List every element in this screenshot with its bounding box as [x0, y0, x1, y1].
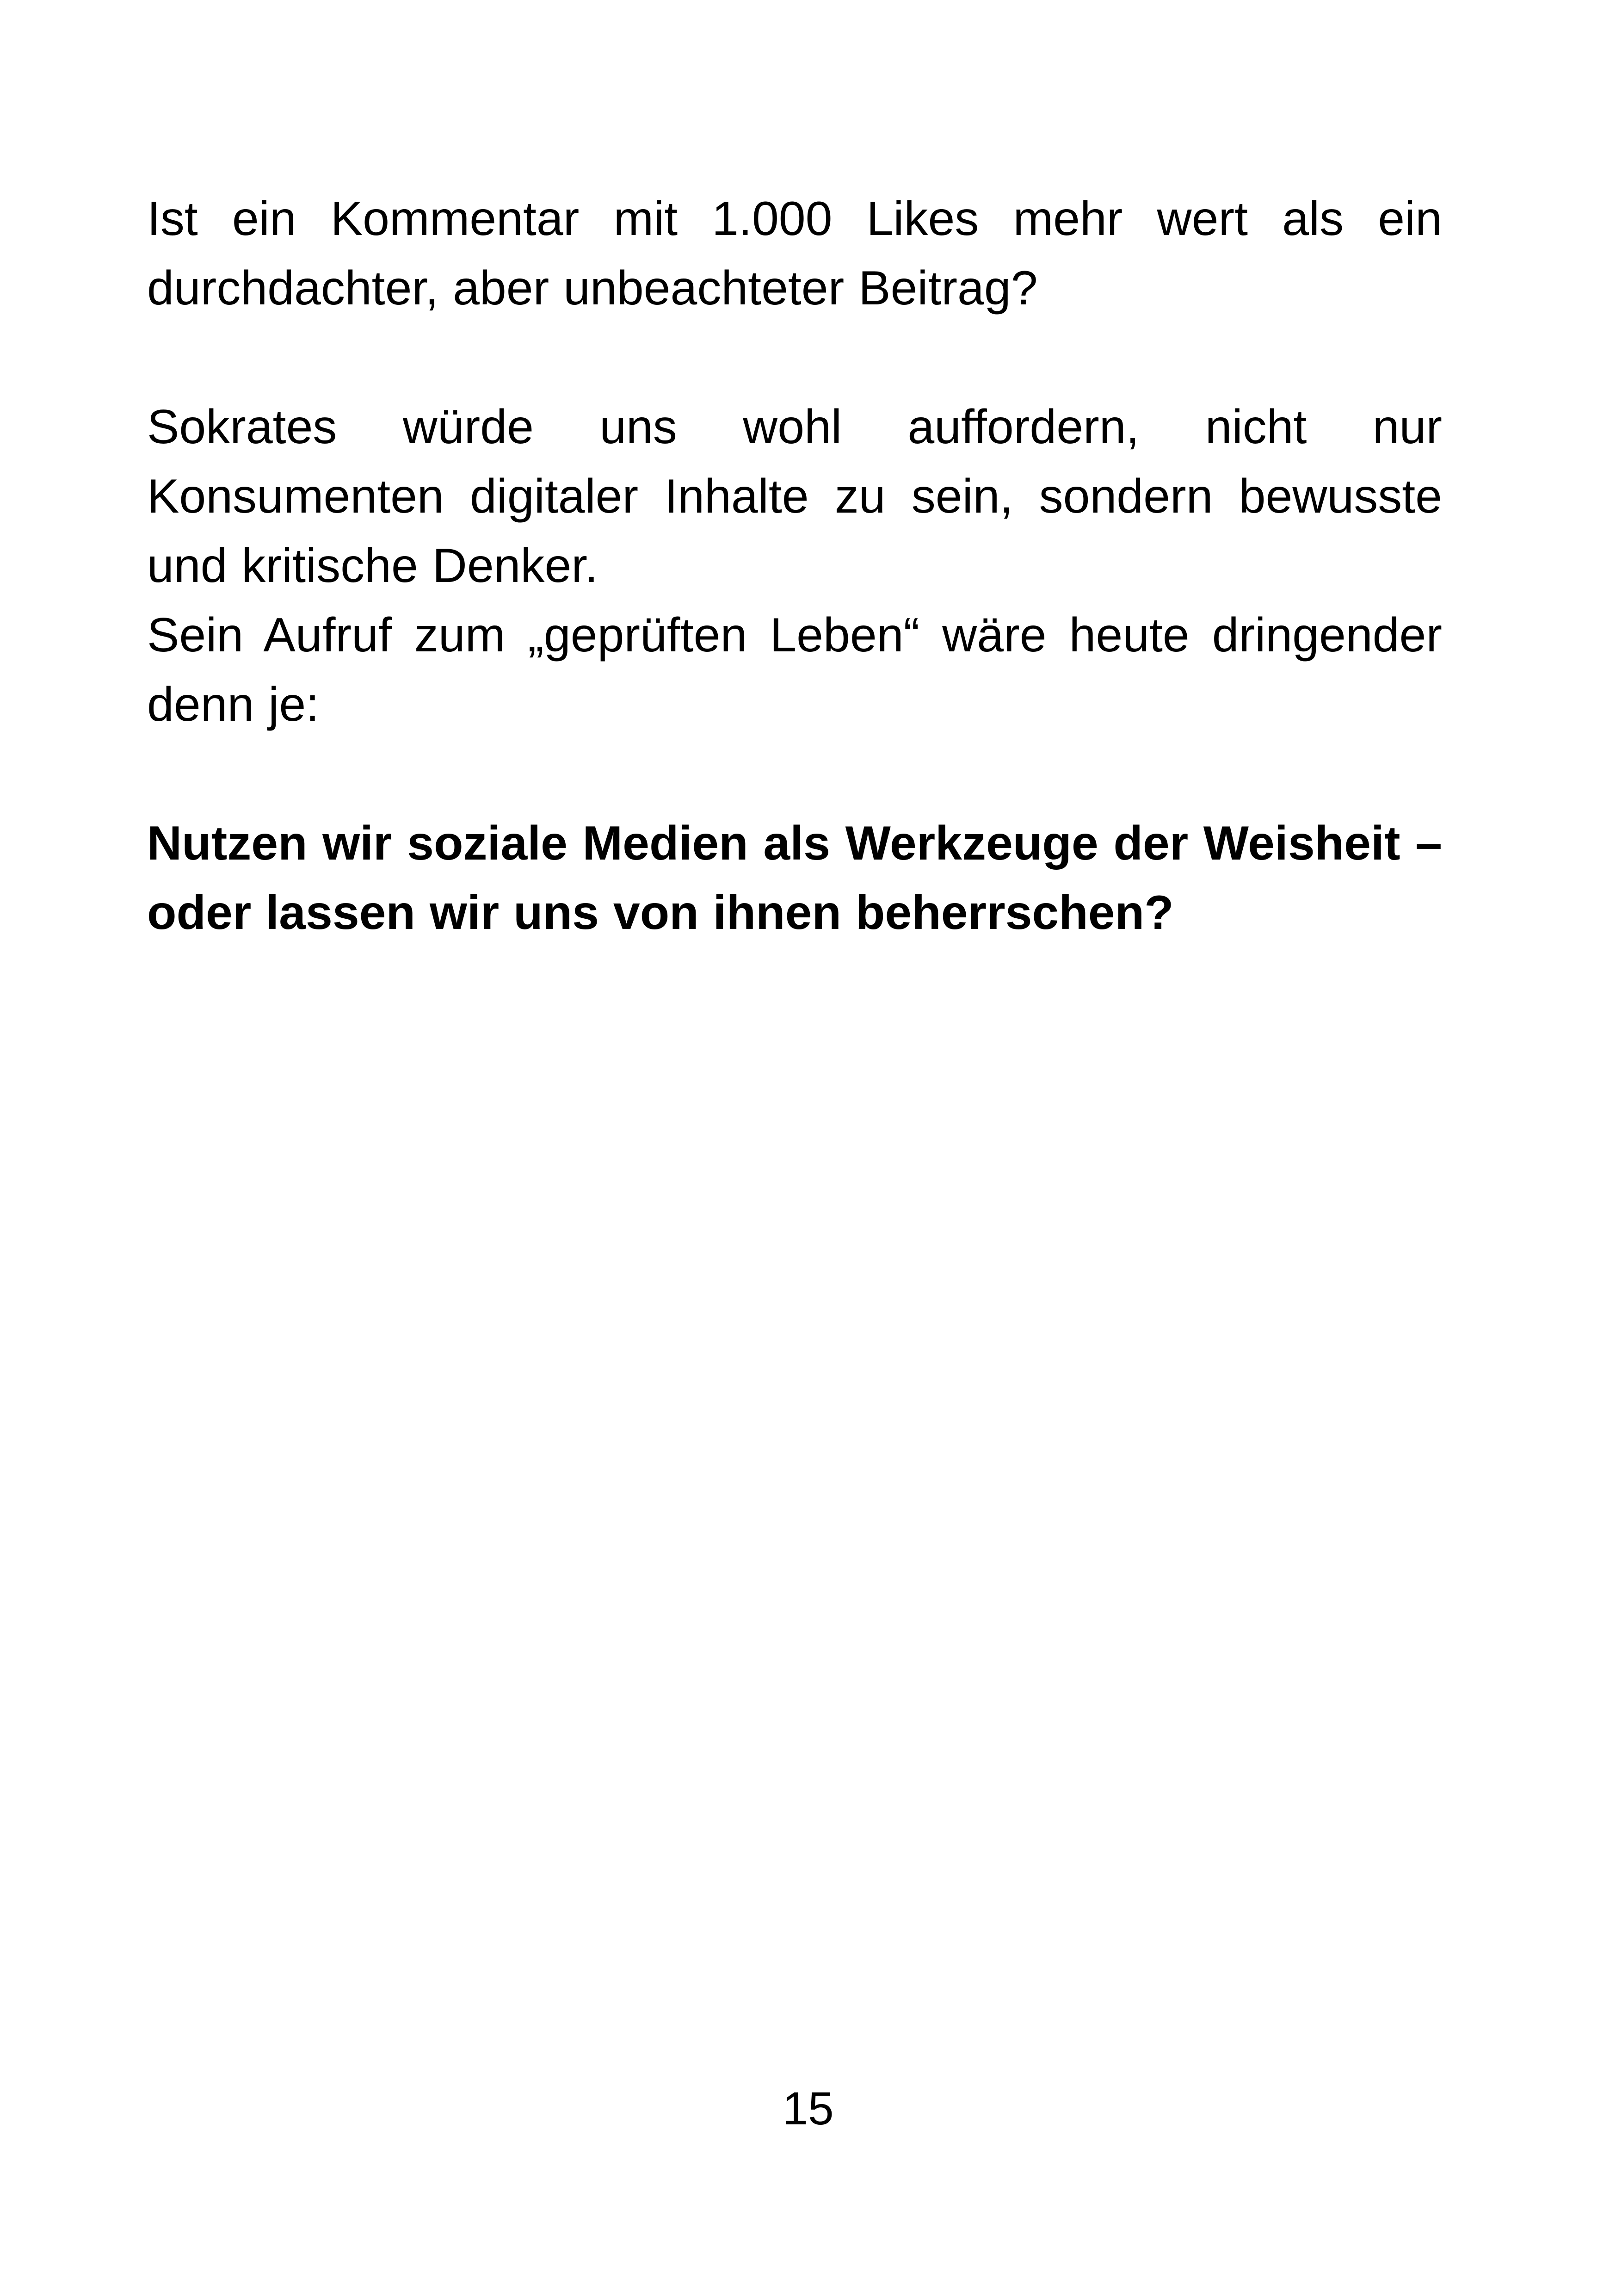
paragraph-closing-question: Nutzen wir soziale Medien als Werkzeuge der Weisheit – oder lassen wir uns von ihnen beherrschen? — [147, 817, 1442, 940]
page-number: 15 — [782, 2083, 834, 2135]
paragraph-examined-life: Sein Aufruf zum „geprüften Leben“ wäre heute dringender denn je: — [147, 608, 1442, 731]
paragraph-socrates: Sokrates würde uns wohl auffordern, nicht nur Konsumenten digitaler Inhalte zu sein, sondern bewusste und kritische Denker. — [147, 400, 1442, 593]
paragraph-question: Ist ein Kommentar mit 1.000 Likes mehr wert als ein durchdachter, aber unbeachteter Beitrag? — [147, 192, 1442, 315]
paragraph-spacer — [147, 739, 1442, 809]
body-text — [147, 184, 1442, 947]
paragraph-spacer — [147, 323, 1442, 392]
